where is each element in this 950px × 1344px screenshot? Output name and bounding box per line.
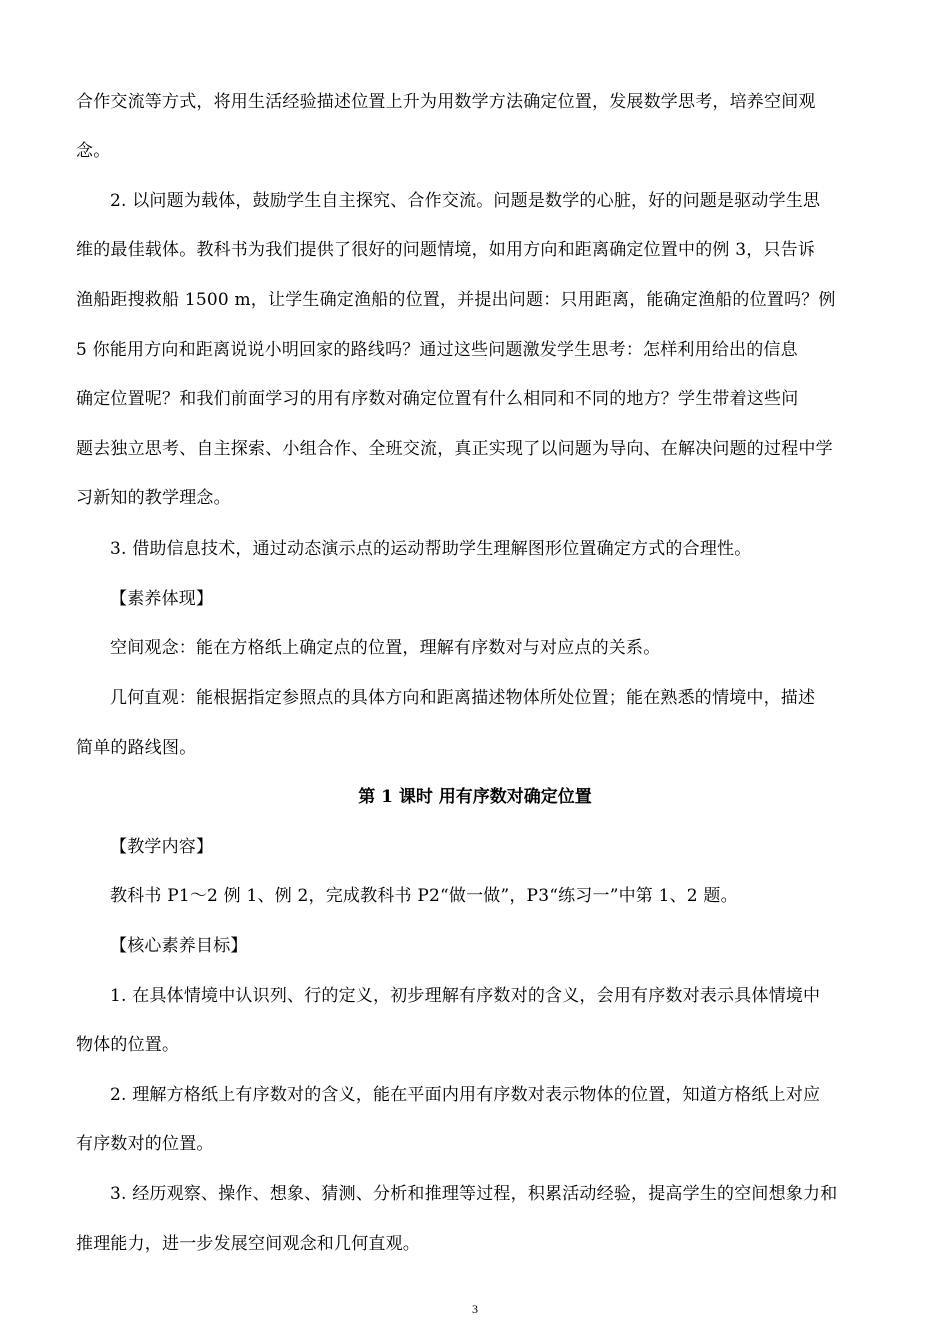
lesson-title: 第 1 课时 用有序数对确定位置: [358, 787, 592, 807]
paragraph-geometric-intuition-line-2: 简单的路线图。: [76, 738, 197, 758]
paragraph-2-line-5: 确定位置呢？和我们前面学习的用有序数对确定位置有什么相同和不同的地方？学生带着这些问: [76, 389, 799, 409]
paragraph-2-line-4: 5 你能用方向和距离说说小明回家的路线吗？通过这些问题激发学生思考：怎样利用给出的信息: [76, 340, 798, 360]
paragraph-geometric-intuition-line-1: 几何直观：能根据指定参照点的具体方向和距离描述物体所处位置；能在熟悉的情境中，描述: [110, 688, 816, 708]
goal-2-line-1: 2. 理解方格纸上有序数对的含义，能在平面内用有序数对表示物体的位置，知道方格纸上对应: [110, 1085, 821, 1105]
section-heading-goals: 【核心素养目标】: [110, 936, 248, 956]
paragraph-2-line-3: 渔船距搜救船 1500 m，让学生确定渔船的位置，并提出问题：只用距离，能确定渔船的位置吗？例: [76, 290, 836, 310]
section-heading-suyang: 【素养体现】: [110, 589, 214, 609]
paragraph-3: 3. 借助信息技术，通过动态演示点的运动帮助学生理解图形位置确定方式的合理性。: [110, 539, 752, 559]
paragraph-spatial-concept: 空间观念：能在方格纸上确定点的位置，理解有序数对与对应点的关系。: [110, 638, 661, 658]
goal-1-line-2: 物体的位置。: [76, 1035, 180, 1055]
paragraph-teaching-content: 教科书 P1～2 例 1、例 2，完成教科书 P2“做一做”，P3“练习一”中第 1、2 题。: [110, 886, 738, 906]
goal-3-line-2: 推理能力，进一步发展空间观念和几何直观。: [76, 1234, 420, 1254]
paragraph-2-line-2: 维的最佳载体。教科书为我们提供了很好的问题情境，如用方向和距离确定位置中的例 3，只告诉: [76, 240, 816, 260]
paragraph-2-line-1: 2. 以问题为载体，鼓励学生自主探究、合作交流。问题是数学的心脏，好的问题是驱动学生思: [110, 191, 821, 211]
paragraph-1-line-1: 合作交流等方式，将用生活经验描述位置上升为用数学方法确定位置，发展数学思考，培养空间观: [76, 92, 816, 112]
paragraph-1-line-2: 念。: [76, 141, 111, 161]
goal-3-line-1: 3. 经历观察、操作、想象、猜测、分析和推理等过程，积累活动经验，提高学生的空间想象力和: [110, 1184, 838, 1204]
page-number: 3: [472, 1302, 478, 1316]
section-heading-content: 【教学内容】: [110, 837, 214, 857]
paragraph-2-line-6: 题去独立思考、自主探索、小组合作、全班交流，真正实现了以问题为导向、在解决问题的过程中学: [76, 439, 833, 459]
goal-1-line-1: 1. 在具体情境中认识列、行的定义，初步理解有序数对的含义，会用有序数对表示具体情境中: [110, 986, 821, 1006]
goal-2-line-2: 有序数对的位置。: [76, 1134, 214, 1154]
paragraph-2-line-7: 习新知的教学理念。: [76, 488, 231, 508]
